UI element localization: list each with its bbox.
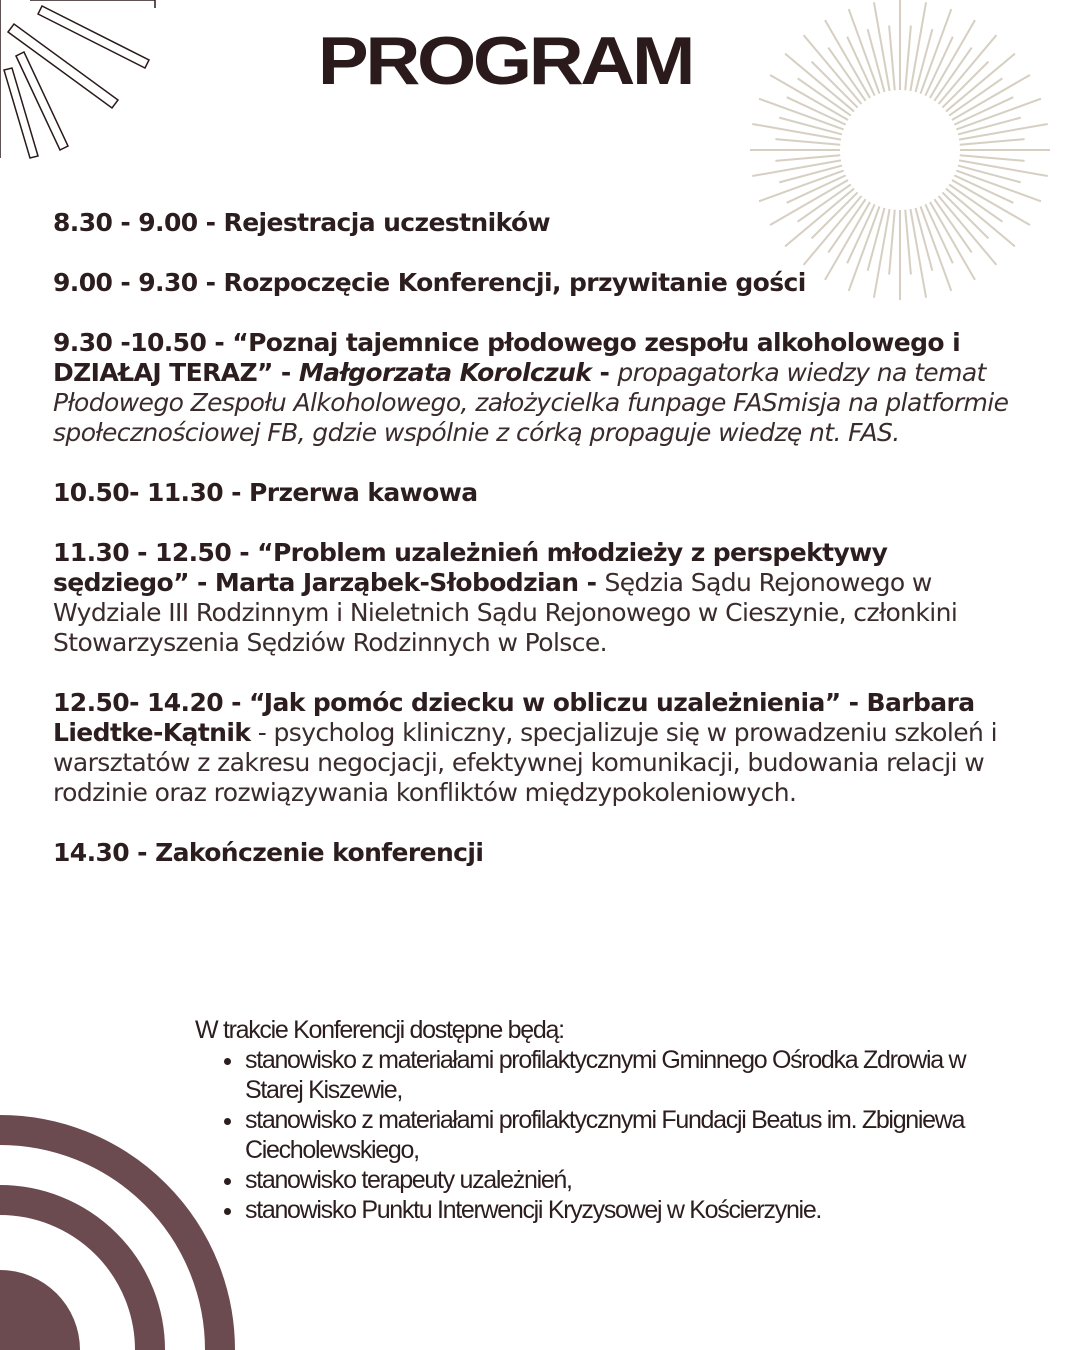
item-speaker: Małgorzata Korolczuk — [298, 358, 592, 387]
list-item: • stanowisko Punktu Interwencji Kryzysowej w Kościerzynie. — [245, 1195, 1015, 1225]
availability-intro: W trakcie Konferencji dostępne będą: — [195, 1016, 564, 1044]
item-description: Sędzia Sądu Rejonowego w Wydziale III Rodzinnym i Nieletnich Sądu Rejonowego w Cieszynie, członkini Stowarzyszenia Sędziów Rodzinnych w Polsce. — [53, 568, 958, 657]
sunburst-ray — [960, 155, 1025, 161]
desc-separator: - — [591, 358, 618, 387]
item-title: “Poznaj tajemnice płodowego zespołu alkoholowego i DZIAŁAJ TERAZ” — [53, 328, 961, 387]
sunburst-ray — [787, 97, 846, 124]
item-speaker: Barbara Liedtke-Kątnik — [53, 688, 975, 747]
program-item-judge-talk — [53, 538, 1018, 658]
sunburst-ray — [752, 124, 841, 140]
speaker-separator: - — [840, 688, 867, 717]
sunburst-ray — [779, 118, 842, 135]
item-title: Rozpoczęcie Konferencji, przywitanie gości — [223, 268, 806, 297]
program-list — [53, 208, 1018, 898]
item-title: “Problem uzależnień młodzieży z perspektywy sędziego” — [53, 538, 888, 597]
sunburst-ray — [958, 166, 1021, 183]
speaker-separator: - — [188, 568, 215, 597]
program-item-registration — [53, 208, 1018, 238]
item-separator: - — [205, 208, 224, 237]
sunburst-ray — [959, 160, 1048, 176]
list-item: • stanowisko z materiałami profilaktycznymi Fundacji Beatus im. Zbigniewa Ciecholewskiego, — [245, 1105, 1015, 1165]
program-item-psychologist-talk — [53, 688, 1018, 808]
sunburst-ray — [954, 175, 1013, 202]
list-item: • stanowisko terapeuty uzależnień, — [245, 1165, 1015, 1195]
sunburst-ray — [787, 175, 846, 202]
program-item-fas-talk — [53, 328, 1018, 448]
speaker-separator: - — [272, 358, 299, 387]
item-title: Zakończenie konferencji — [155, 838, 484, 867]
sunburst-ray — [959, 124, 1048, 140]
item-description: propagatorka wiedzy na temat Płodowego Zespołu Alkoholowego, założycielka funpage FASmisja na platformie społecznościowej FB, gdzie wspólnie z córką propaguje wiedzę nt. FAS. — [53, 358, 1009, 447]
page-title: PROGRAM — [317, 23, 693, 99]
item-title: “Jak pomóc dziecku w obliczu uzależnienia” — [249, 688, 841, 717]
item-separator: - — [197, 268, 224, 297]
desc-separator: - — [250, 718, 274, 747]
item-title: Przerwa kawowa — [249, 478, 478, 507]
item-time: 12.50- 14.20 — [53, 688, 224, 717]
item-time: 8.30 - 9.00 — [53, 208, 206, 237]
sunburst-ray — [759, 99, 844, 130]
item-time: 14.30 — [53, 838, 130, 867]
availability-list — [195, 1045, 1015, 1225]
availability-section — [195, 1015, 1015, 1225]
sunburst-ray — [954, 97, 1013, 124]
sunburst-ray — [759, 171, 844, 202]
desc-separator: - — [578, 568, 605, 597]
item-separator: - — [223, 478, 250, 507]
item-time: 9.30 -10.50 — [53, 328, 207, 357]
item-separator: - — [206, 328, 233, 357]
program-item-coffee-break — [53, 478, 1018, 508]
sunburst-ray — [775, 155, 840, 161]
item-separator: - — [231, 538, 258, 567]
item-title: Rejestracja uczestników — [223, 208, 551, 237]
item-separator: - — [129, 838, 156, 867]
item-time: 9.00 - 9.30 — [53, 268, 198, 297]
sunburst-ray — [958, 118, 1021, 135]
list-item: • stanowisko z materiałami profilaktycznymi Gminnego Ośrodka Zdrowia w Starej Kiszewie, — [245, 1045, 1015, 1105]
sunburst-ray — [779, 166, 842, 183]
item-time: 10.50- 11.30 — [53, 478, 224, 507]
sunburst-ray — [752, 160, 841, 176]
program-item-opening — [53, 268, 1018, 298]
sunburst-ray — [956, 171, 1041, 202]
sunburst-ray — [960, 139, 1025, 145]
sunburst-ray — [956, 99, 1041, 130]
item-description: psycholog kliniczny, specjalizuje się w prowadzeniu szkoleń i warsztatów z zakresu negocjacji, efektywnej komunikacji, budowania relacji w rodzinie oraz rozwiązywania konfliktów międzypokoleniowych. — [53, 718, 997, 807]
item-speaker: Marta Jarząbek-Słobodzian — [214, 568, 579, 597]
program-item-closing — [53, 838, 1018, 868]
item-time: 11.30 - 12.50 — [53, 538, 232, 567]
sunburst-ray — [775, 139, 840, 145]
item-separator: - — [223, 688, 250, 717]
